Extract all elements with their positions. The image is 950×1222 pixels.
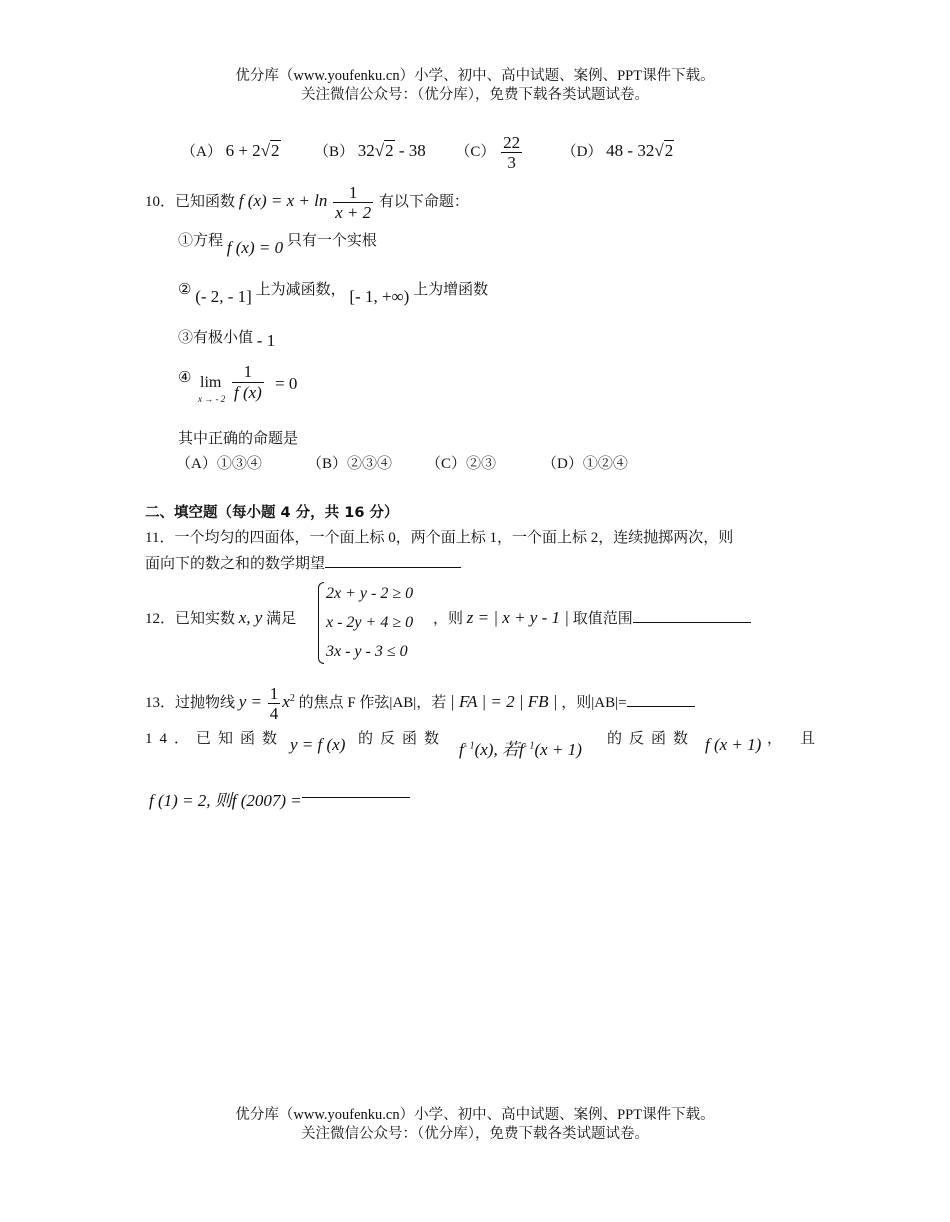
q9-options (181, 128, 674, 174)
q14-line1 (145, 727, 834, 761)
q11-answer-blank (325, 567, 461, 568)
q10-function: f (x) = x + ln (238, 191, 328, 210)
q10-proposition-3 (178, 325, 275, 350)
q9-option-b-label: （B） (314, 144, 355, 160)
q9-option-d-label: （D） (561, 144, 603, 160)
q13-condition: | FA | = 2 | FB | (450, 692, 558, 711)
q12-vars: x, y (238, 608, 263, 627)
q14-func3: f (x + 1) (705, 735, 762, 754)
q10-p3-text: 有极小值 (193, 330, 254, 346)
q12-then: ，则 (433, 611, 464, 627)
q9-option-a-label: （A） (181, 144, 222, 160)
q13-pre: 13．过抛物线 (145, 695, 236, 711)
page-header-line1: 优分库（www.youfenku.cn）小学、初中、高中试题、案例、PPT课件下载。 (235, 68, 715, 84)
q13-fraction: $\frac{1}{4}$ (269, 683, 279, 724)
q10-proposition-2 (178, 277, 489, 306)
q14-func2: $f^{- 1}(x)$, 若$f^{- 1}(x + 1)$ (459, 740, 582, 759)
q12-constraint-1: 2x + y - 2 ≥ 0 (326, 585, 414, 602)
q10-option-a: （A）①③④ (176, 456, 262, 472)
q10-p4-fraction: $\frac{1}{f (x)}$ (234, 362, 262, 402)
section2-title: 二、填空题（每小题 4 分，共 16 分） (145, 505, 399, 521)
q13-mid: 的焦点 F 作弦|AB|，若 (298, 695, 447, 711)
q10-stem-post: 有以下命题： (378, 194, 469, 210)
q10-p2-text2: 上为增函数 (413, 282, 489, 298)
q13-post: ，则|AB|= (561, 695, 627, 711)
q10-p2-mark: ② (178, 282, 192, 298)
q12-constraint-2: x - 2y + 4 ≥ 0 (326, 614, 414, 631)
q10-ask: 其中正确的命题是 (178, 431, 299, 447)
q10-p4-mark: ④ (178, 370, 192, 386)
q10-p4-post: = 0 (275, 374, 298, 393)
q10-stem-text: 已知函数 (175, 194, 236, 210)
q11-line2-text: 面向下的数之和的数学期望 (145, 556, 326, 572)
q9-option-b-math: 32√2 - 38 (357, 141, 426, 160)
q10-option-c: （C）②③ (426, 456, 497, 472)
q10-p1-mark: ① (178, 233, 194, 249)
q10-proposition-1 (178, 228, 377, 257)
page-header-line2: 关注微信公众号：（优分库），免费下载各类试题试卷。 (301, 87, 649, 103)
q13 (145, 676, 695, 722)
q10-p1-text: 方程 (193, 233, 224, 249)
q12-mid: 满足 (266, 611, 297, 627)
page-footer-line1: 优分库（www.youfenku.cn）小学、初中、高中试题、案例、PPT课件下载。 (235, 1107, 715, 1123)
q10-p3-math: - 1 (256, 331, 276, 350)
q12-post (433, 607, 751, 628)
q11-line1: 11．一个均匀的四面体，一个面上标 0，两个面上标 1，一个面上标 2，连续抛掷两次，则 (145, 530, 734, 546)
q12-pre (145, 607, 296, 628)
q13-answer-blank (627, 706, 695, 707)
q12-pre-text: 12．已知实数 (145, 611, 236, 627)
page-footer-line2: 关注微信公众号：（优分库），免费下载各类试题试卷。 (301, 1126, 649, 1142)
q10-p2-interval2: [- 1, +∞) (349, 287, 410, 306)
q10-option-b: （B）②③④ (307, 456, 393, 472)
q14-text2: 的反函数 (607, 731, 696, 747)
q14-text3: ，且 (767, 731, 834, 747)
q10-p4-lim: lim (200, 374, 222, 391)
q13-y-eq: y = (238, 692, 263, 711)
q14-line2 (149, 786, 410, 811)
q10-p2-interval1: (- 2, - 1] (195, 287, 252, 306)
q10-p2-text1: 上为减函数， (255, 282, 346, 298)
q14-text1: 的反函数 (358, 731, 447, 747)
q13-exponent: 2 (289, 693, 295, 704)
q11-line2 (145, 552, 461, 573)
q10-option-d: （D）①②④ (542, 456, 628, 472)
q9-option-a-math: 6 + 2√2 (225, 141, 280, 160)
q10-p4-lim-subscript: x → - 2 (198, 394, 226, 404)
q14-answer-blank (302, 797, 410, 798)
q14-line2-math: f (1) = 2, 则f (2007) = (149, 791, 302, 810)
q14-pre: 14．已知函数 (145, 731, 285, 747)
q9-option-c-fraction: $\frac{22}{3}$ (503, 132, 521, 173)
q10-p3-mark: ③ (178, 330, 194, 346)
q12-answer-blank (633, 622, 751, 623)
q10-p1-post: 只有一个实根 (286, 233, 377, 249)
q14-func1: y = f (x) (290, 735, 346, 754)
q10-stem (145, 178, 469, 224)
q10-fraction: $\frac{1}{x + 2}$ (335, 182, 372, 223)
q12-expression: z = | x + y - 1 | (466, 608, 569, 627)
q9-option-d-math: 48 - 32√2 (606, 141, 674, 160)
q10-p1-math: f (x) = 0 (226, 238, 284, 257)
q12-brace (318, 582, 324, 664)
q13-x: x (282, 692, 290, 711)
q9-option-c-label: （C） (455, 144, 496, 160)
q10-number: 10． (145, 194, 176, 210)
q12-post-text: 取值范围 (572, 611, 633, 627)
q12-constraint-3: 3x - y - 3 ≤ 0 (326, 643, 408, 660)
